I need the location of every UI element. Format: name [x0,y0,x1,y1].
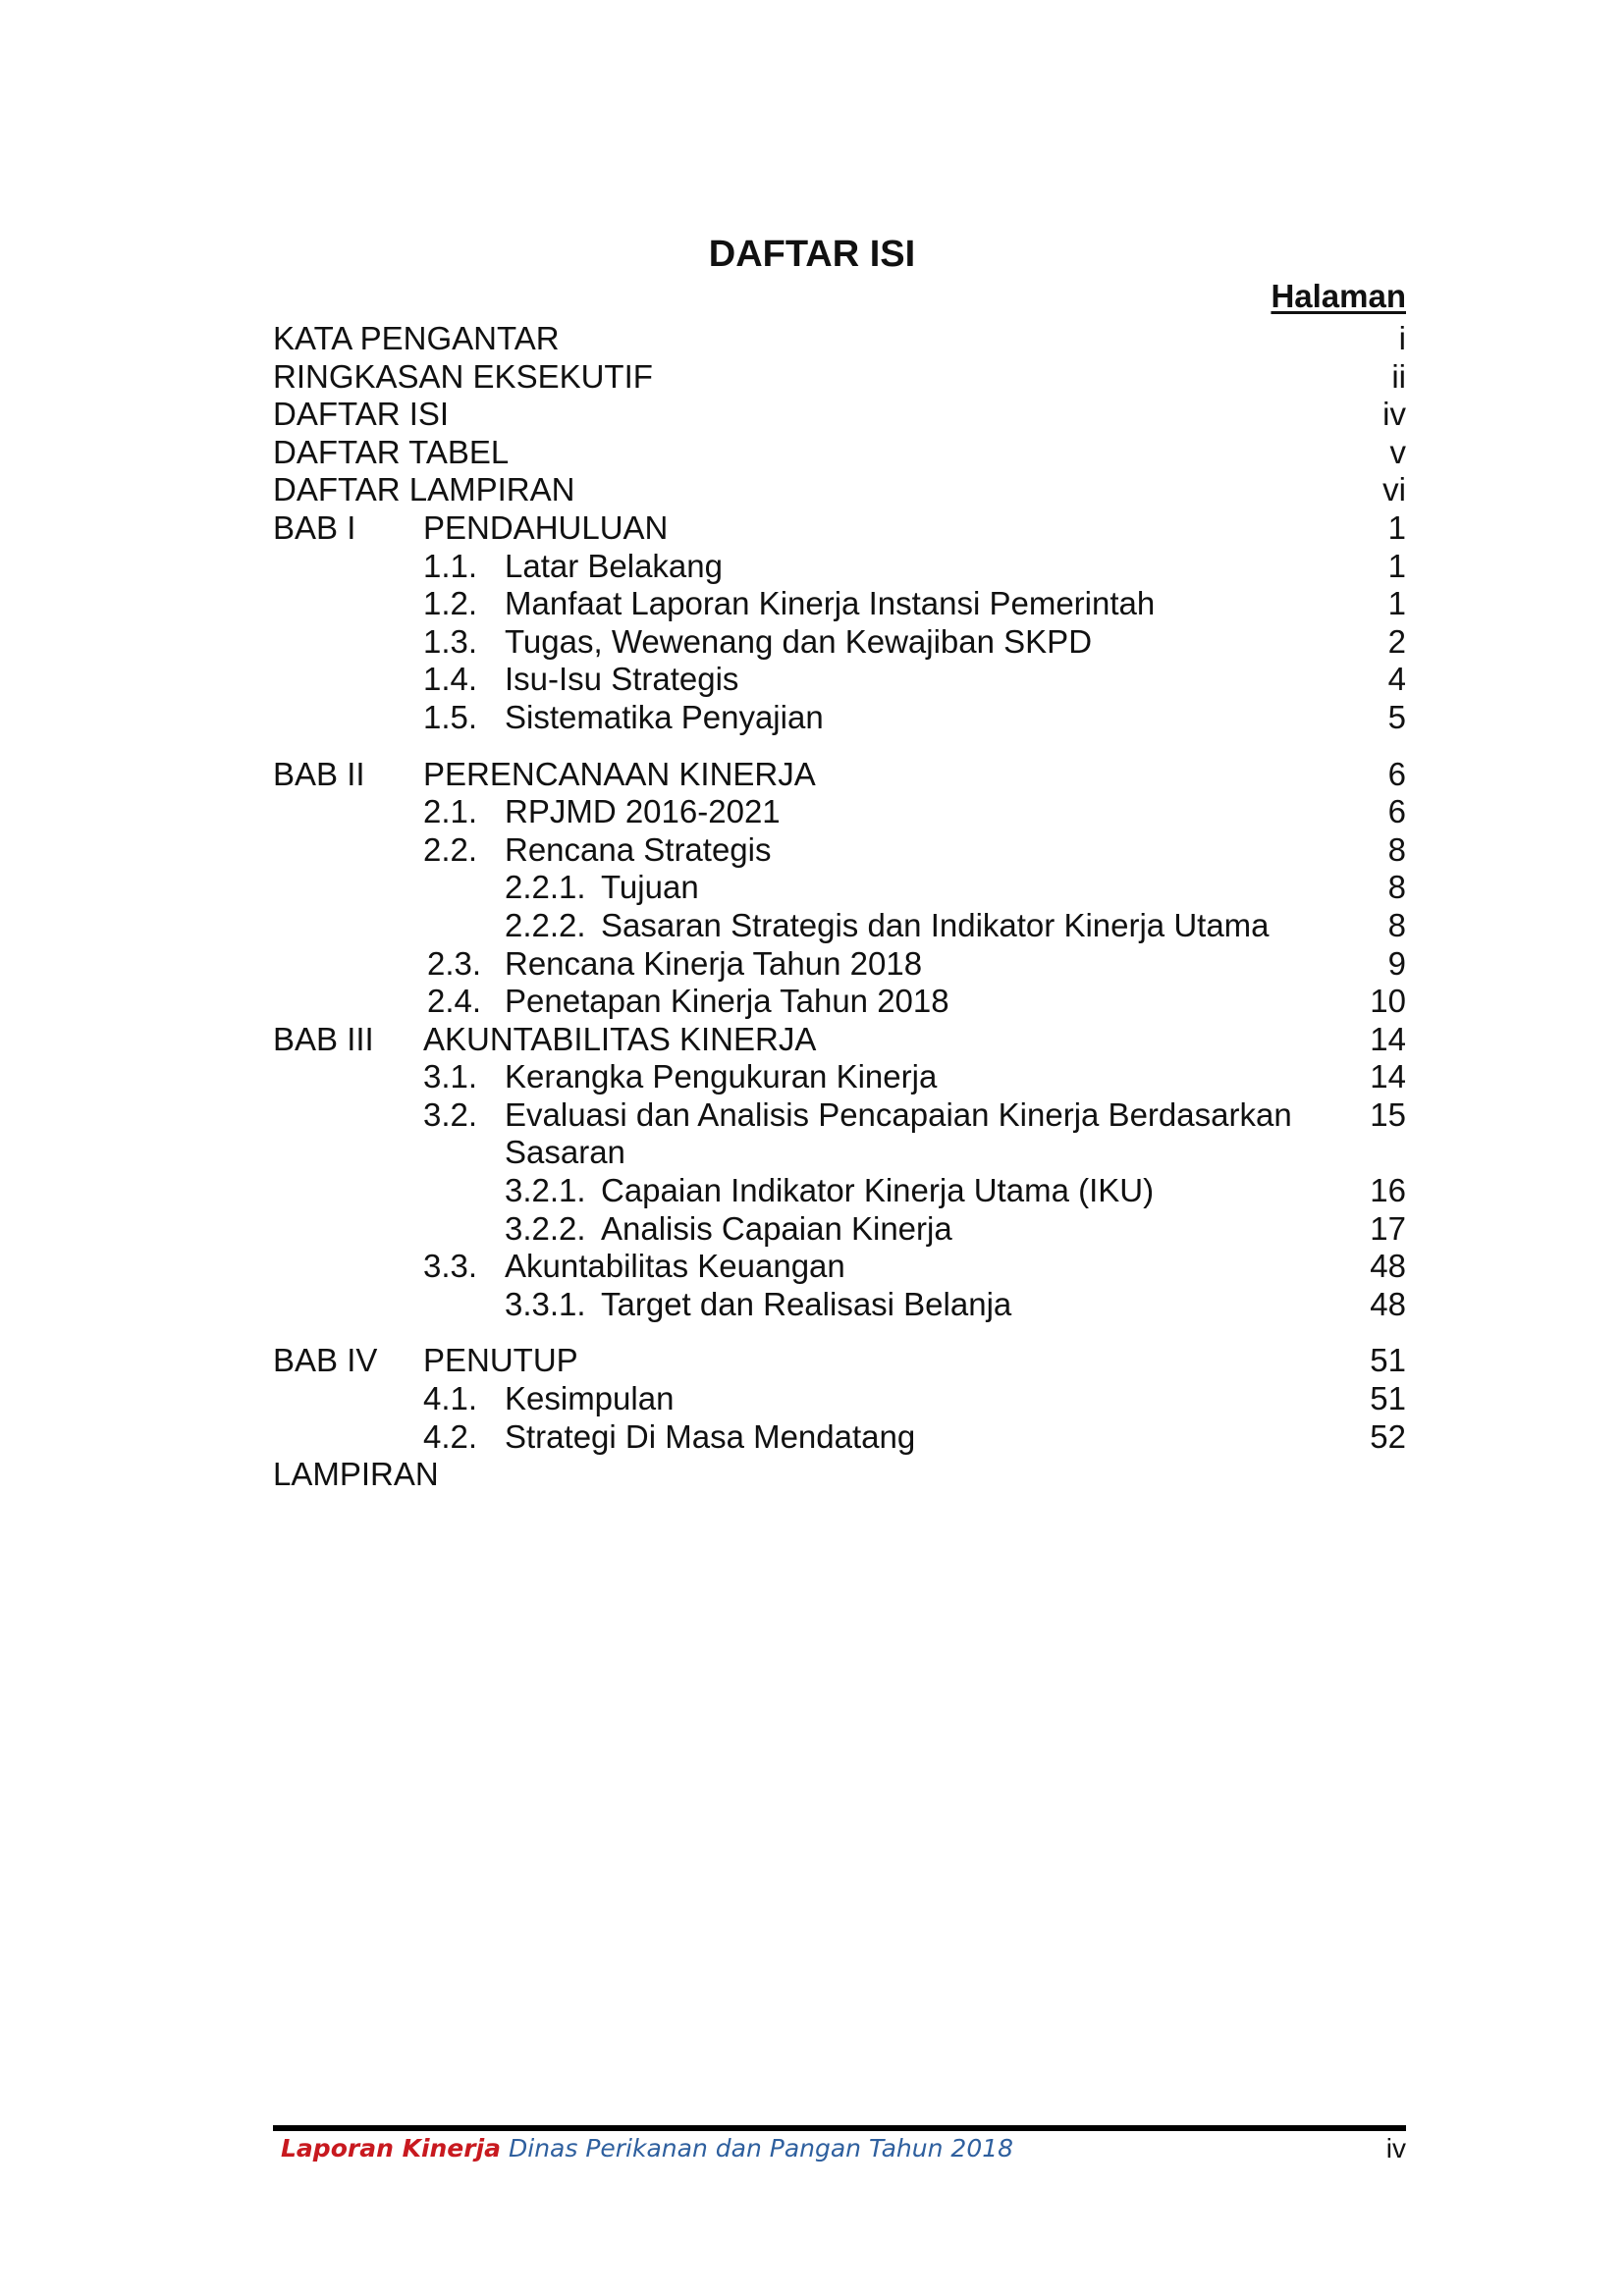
toc-entry-title: Capaian Indikator Kinerja Utama (IKU) [601,1172,1155,1209]
toc-entry [273,320,1406,358]
toc-entry-title: Sistematika Penyajian [505,698,824,735]
toc-entry-page: 6 [1387,755,1406,792]
footer-text: Dinas Perikanan dan Pangan Tahun 2018 [501,2134,1014,2163]
toc-entry-page: 10 [1370,983,1406,1020]
toc-entry-page: 15 [1370,1095,1406,1133]
toc-entry-title: DAFTAR LAMPIRAN [273,471,575,508]
toc-entry-title: Kesimpulan [505,1380,675,1417]
toc-entry-title: Akuntabilitas Keuangan [505,1248,845,1285]
toc-entry-number: 1.2. [423,585,478,622]
toc-entry-number: 3.3.1. [505,1285,586,1322]
footer-page-number: iv [1385,2133,1406,2163]
toc-entry-number: BAB IV [273,1342,378,1379]
toc-entry [273,509,1406,548]
toc-entry-page: 2 [1387,622,1406,660]
toc-entry-number: 3.2. [423,1095,478,1133]
toc-entry-number: 3.3. [423,1248,478,1285]
toc-entry [273,1418,1406,1457]
toc-entry-title: PERENCANAAN KINERJA [423,755,816,792]
toc-entry-page: vi [1382,471,1406,508]
footer-caption [281,2132,1013,2165]
toc-entry-number: BAB II [273,755,365,792]
toc-entry [273,1248,1406,1286]
toc-entry-number: 1.1. [423,547,478,584]
toc-entry-page: 48 [1370,1285,1406,1322]
toc-entry [273,661,1406,699]
toc-entry-page: 14 [1370,1058,1406,1095]
toc-entry-number: 2.3. [427,944,482,982]
toc-entry-title: DAFTAR ISI [273,396,450,433]
toc-entry [273,1286,1406,1324]
toc-entry-page: 48 [1370,1248,1406,1285]
toc-entry [273,585,1406,623]
toc-entry [273,1021,1406,1059]
toc-entry-page: i [1398,320,1406,356]
toc-entry-title: RPJMD 2016-2021 [505,793,781,830]
toc-entry-title: Rencana Kinerja Tahun 2018 [505,944,923,982]
toc-entry [273,1172,1406,1210]
toc-entry [273,623,1406,662]
toc-entry-page: 52 [1370,1417,1406,1455]
toc-entry-page: 51 [1370,1380,1406,1417]
toc-entry-number: 1.3. [423,622,478,660]
toc-entry-title: RINGKASAN EKSEKUTIF [273,357,653,395]
toc-entry-number: 3.1. [423,1058,478,1095]
toc-entry-title: Latar Belakang [505,547,723,584]
toc-entry [273,945,1406,984]
toc-entry [273,983,1406,1021]
toc-entry-title: AKUNTABILITAS KINERJA [423,1020,817,1057]
toc-entry-number: 4.1. [423,1380,478,1417]
toc-entry-page: 9 [1387,944,1406,982]
toc-entry-page: 8 [1387,830,1406,868]
toc-entry-page: 1 [1387,547,1406,584]
toc-entry [273,1096,1406,1172]
toc-entry-page: ii [1391,357,1406,395]
toc-entry-title: Manfaat Laporan Kinerja Instansi Pemerintah [505,585,1156,622]
toc-entry-title: Analisis Capaian Kinerja [601,1209,952,1247]
toc-entry-number: 4.2. [423,1417,478,1455]
page-column-header: Halaman [1271,278,1406,314]
toc-entry-number: 1.5. [423,698,478,735]
toc-entry-page: 8 [1387,906,1406,943]
toc-entry-title: Rencana Strategis [505,830,772,868]
toc-entry [273,1456,1406,1494]
toc-entry [273,471,1406,509]
toc-entry-number: 2.2. [423,830,478,868]
toc-entry [273,358,1406,397]
toc-entry-number: 3.2.1. [505,1172,586,1209]
page-title: DAFTAR ISI [708,234,916,275]
toc-entry-title: KATA PENGANTAR [273,320,560,356]
table-of-contents [273,320,1406,1494]
toc-entry-title: LAMPIRAN [273,1456,439,1493]
toc-entry-number: 3.2.2. [505,1209,586,1247]
toc-entry [273,831,1406,870]
toc-entry-number: BAB III [273,1020,374,1057]
toc-entry [273,1058,1406,1096]
toc-entry-title: DAFTAR TABEL [273,433,510,470]
toc-entry-page: 14 [1370,1020,1406,1057]
toc-entry [273,396,1406,434]
toc-entry-title: Isu-Isu Strategis [505,661,739,698]
toc-entry-number: 2.4. [427,983,482,1020]
footer-divider [273,2125,1406,2131]
toc-entry-title: PENUTUP [423,1342,578,1379]
toc-entry-title: Tugas, Wewenang dan Kewajiban SKPD [505,622,1093,660]
toc-entry-page: 17 [1370,1209,1406,1247]
toc-entry [273,1380,1406,1418]
toc-entry-page: 51 [1370,1342,1406,1379]
toc-entry [273,434,1406,472]
toc-entry [273,699,1406,737]
toc-entry [273,548,1406,586]
toc-entry-title: Sasaran Strategis dan Indikator Kinerja Utama [601,906,1270,943]
toc-entry-page: 8 [1387,869,1406,906]
footer-brand: Laporan Kinerja [281,2134,502,2163]
toc-entry-page: 4 [1387,661,1406,698]
toc-entry-title: PENDAHULUAN [423,508,669,546]
toc-entry-page: 6 [1387,793,1406,830]
toc-entry [273,793,1406,831]
toc-entry [273,756,1406,794]
toc-entry-page: iv [1382,396,1406,433]
toc-entry-number: BAB I [273,508,356,546]
toc-entry [273,869,1406,907]
toc-entry-title: Tujuan [601,869,699,906]
toc-entry [273,907,1406,945]
toc-entry [273,1342,1406,1380]
toc-entry [273,1210,1406,1249]
toc-entry-title: Target dan Realisasi Belanja [601,1285,1012,1322]
toc-entry-title: Kerangka Pengukuran Kinerja [505,1058,938,1095]
toc-entry-page: 1 [1387,585,1406,622]
toc-entry-title: Strategi Di Masa Mendatang [505,1417,916,1455]
toc-entry-title: Evaluasi dan Analisis Pencapaian Kinerja Berdasarkan Sasaran [505,1095,1292,1171]
toc-entry-page: 5 [1387,698,1406,735]
toc-entry-page: 16 [1370,1172,1406,1209]
toc-entry-number: 1.4. [423,661,478,698]
toc-entry-number: 2.2.1. [505,869,586,906]
toc-entry-title: Penetapan Kinerja Tahun 2018 [505,983,949,1020]
toc-entry-number: 2.1. [423,793,478,830]
toc-entry-page: 1 [1387,508,1406,546]
toc-entry-number: 2.2.2. [505,906,586,943]
toc-entry-page: v [1389,433,1406,470]
